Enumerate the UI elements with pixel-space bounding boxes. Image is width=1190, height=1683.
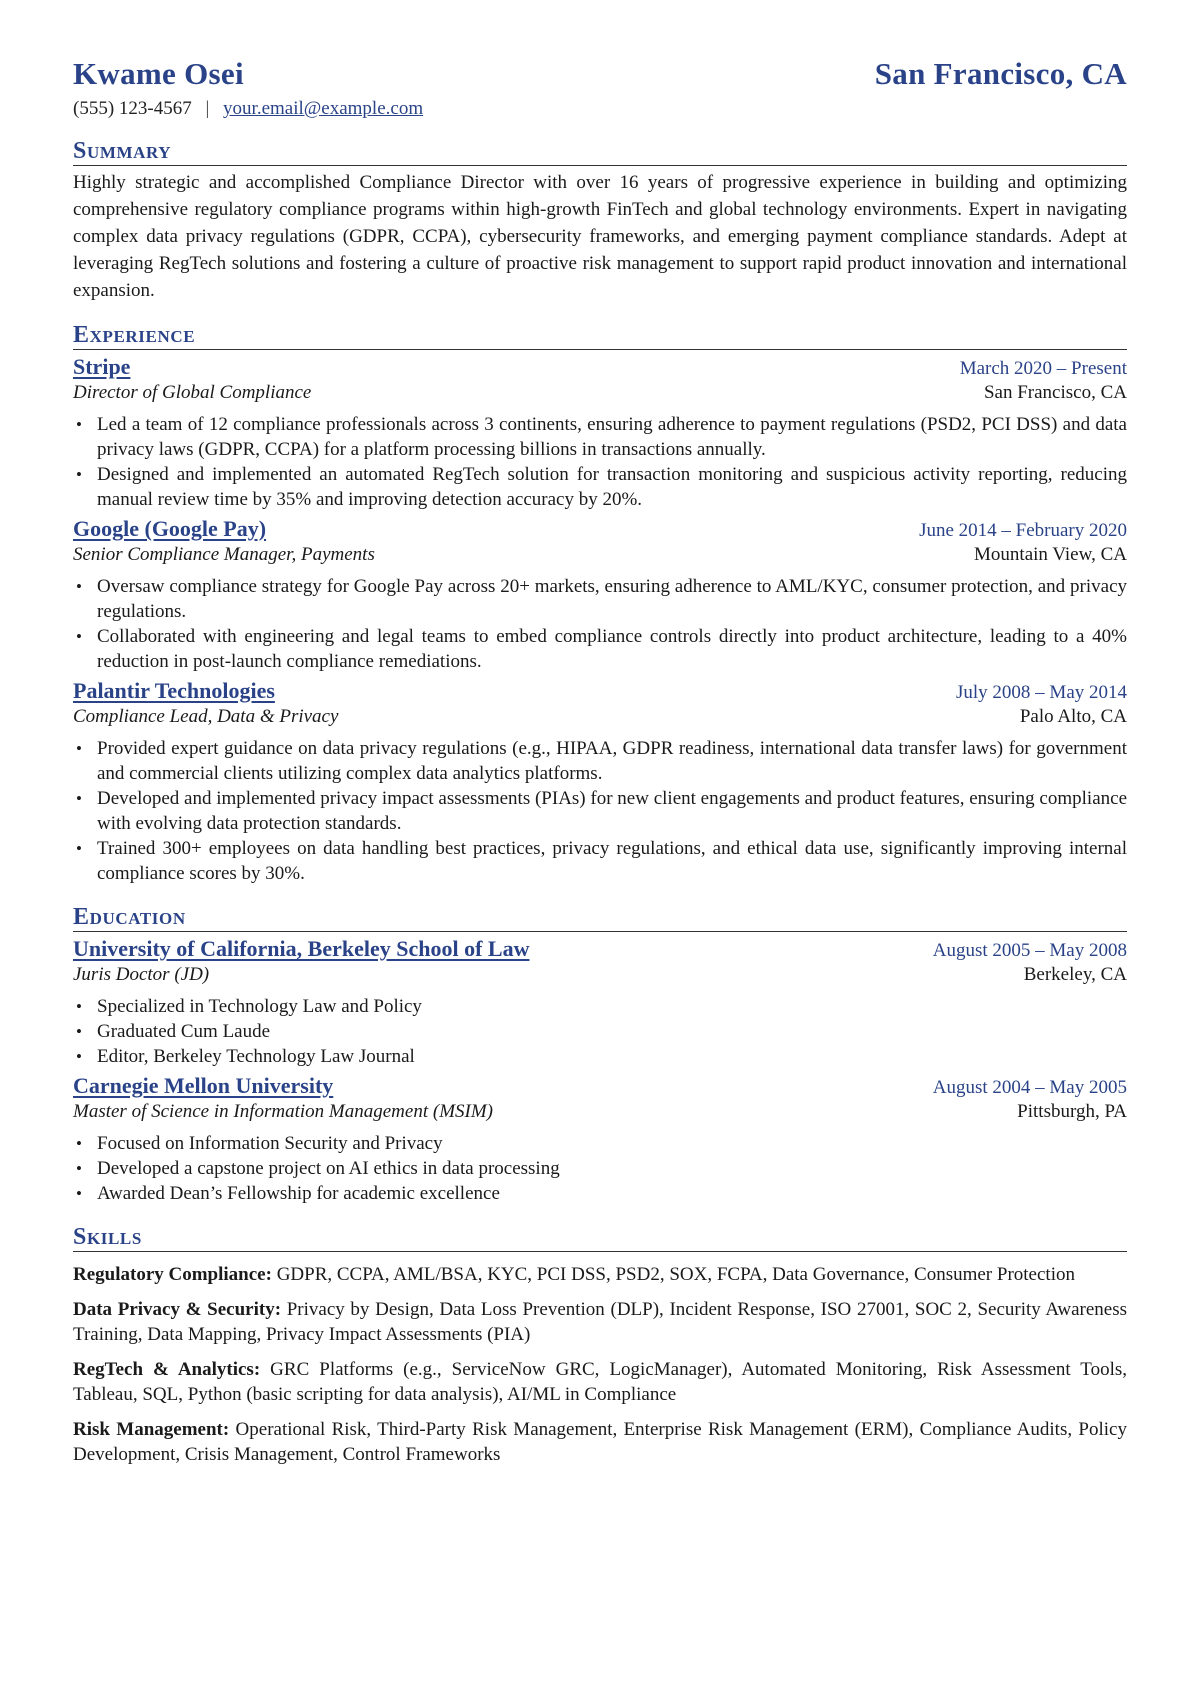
bullet-list <box>73 574 1127 674</box>
bullet-item: • Designed and implemented an automated RegTech solution for transaction monitoring and suspicious activity reporting, reducing manual review time by 35% and improving detection accuracy by 20%. <box>97 462 1127 512</box>
phone-number: (555) 123-4567 <box>73 98 192 119</box>
skill-label: Risk Management: <box>73 1419 236 1440</box>
job-title: Compliance Lead, Data & Privacy <box>73 706 339 727</box>
summary-section <box>73 138 1127 304</box>
bullet-item: • Focused on Information Security and Privacy <box>97 1131 1127 1156</box>
bullet-item: • Awarded Dean’s Fellowship for academic excellence <box>97 1181 1127 1206</box>
company-link-stripe[interactable]: Stripe <box>73 354 131 379</box>
section-title-experience: Experience <box>73 322 1127 350</box>
bullet-item: • Specialized in Technology Law and Policy <box>97 994 1127 1019</box>
skill-values: Privacy by Design, Data Loss Prevention (DLP), Incident Response, ISO 27001, SOC 2, Security Awareness Training, Data Mapping, Privacy Impact Assessments (PIA) <box>73 1299 1128 1345</box>
job-title: Director of Global Compliance <box>73 382 312 403</box>
education-entry-berkeley <box>73 936 1127 1069</box>
bullet-list <box>73 1131 1127 1206</box>
resume-header <box>73 56 1127 92</box>
skill-values: GRC Platforms (e.g., ServiceNow GRC, LogicManager), Automated Monitoring, Risk Assessment Tools, Tableau, SQL, Python (basic scripting for data analysis), AI/ML in Compliance <box>73 1359 1127 1405</box>
job-location: Mountain View, CA <box>974 544 1127 565</box>
degree-title: Juris Doctor (JD) <box>73 964 210 985</box>
resume-page <box>73 56 1127 1467</box>
job-title: Senior Compliance Manager, Payments <box>73 544 375 565</box>
skill-label: Regulatory Compliance: <box>73 1264 277 1285</box>
education-section <box>73 904 1127 1206</box>
section-title-education: Education <box>73 904 1127 932</box>
contact-separator: | <box>205 98 210 119</box>
bullet-item: • Collaborated with engineering and legal teams to embed compliance controls directly into product architecture, leading to a 40% reduction in post-launch compliance remediations. <box>97 624 1127 674</box>
school-location: Pittsburgh, PA <box>1017 1101 1127 1122</box>
job-location: San Francisco, CA <box>983 382 1127 403</box>
entry-dates: August 2004 – May 2005 <box>932 1077 1127 1098</box>
company-link-palantir[interactable]: Palantir Technologies <box>73 678 275 703</box>
bullet-item: • Oversaw compliance strategy for Google Pay across 20+ markets, ensuring adherence to AML/KYC, consumer protection, and privacy regulations. <box>97 574 1127 624</box>
entry-dates: August 2005 – May 2008 <box>932 940 1127 961</box>
entry-dates: July 2008 – May 2014 <box>956 682 1127 703</box>
experience-entry-google <box>73 516 1127 674</box>
bullet-item: • Developed and implemented privacy impact assessments (PIAs) for new client engagements and product features, ensuring compliance with evolving data protection standards. <box>97 786 1127 836</box>
job-location: Palo Alto, CA <box>1019 706 1127 727</box>
skill-values: Operational Risk, Third-Party Risk Management, Enterprise Risk Management (ERM), Compliance Audits, Policy Development, Crisis Management, Control Frameworks <box>73 1419 1127 1465</box>
skill-group <box>73 1417 1127 1467</box>
entry-dates: June 2014 – February 2020 <box>919 520 1127 541</box>
bullet-list <box>73 412 1127 512</box>
skill-group <box>73 1297 1127 1347</box>
section-title-skills: Skills <box>73 1224 1127 1252</box>
bullet-list <box>73 736 1127 886</box>
section-title-summary: Summary <box>73 138 1127 166</box>
bullet-item: • Led a team of 12 compliance professionals across 3 continents, ensuring adherence to payment regulations (PSD2, PCI DSS) and data privacy laws (GDPR, CCPA) for a platform processing billions in transactions annually. <box>97 412 1127 462</box>
skill-label: RegTech & Analytics: <box>73 1359 271 1380</box>
entry-dates: March 2020 – Present <box>959 358 1127 379</box>
school-link-cmu[interactable]: Carnegie Mellon University <box>73 1073 334 1098</box>
bullet-item: • Developed a capstone project on AI ethics in data processing <box>97 1156 1127 1181</box>
bullet-item: • Trained 300+ employees on data handling best practices, privacy regulations, and ethical data use, significantly improving internal compliance scores by 30%. <box>97 836 1127 886</box>
skill-group <box>73 1357 1127 1407</box>
degree-title: Master of Science in Information Management (MSIM) <box>73 1101 494 1122</box>
experience-section <box>73 322 1127 886</box>
company-link-google[interactable]: Google (Google Pay) <box>73 516 267 541</box>
bullet-item: • Provided expert guidance on data privacy regulations (e.g., HIPAA, GDPR readiness, international data transfer laws) for government and commercial clients utilizing complex data analytics platforms. <box>97 736 1127 786</box>
school-location: Berkeley, CA <box>1023 964 1127 985</box>
bullet-item: • Graduated Cum Laude <box>97 1019 1127 1044</box>
school-link-berkeley[interactable]: University of California, Berkeley School of Law <box>73 936 530 961</box>
contact-line <box>73 98 1127 120</box>
candidate-name: Kwame Osei <box>73 56 244 91</box>
email-link[interactable]: your.email@example.com <box>223 98 424 119</box>
skill-values: GDPR, CCPA, AML/BSA, KYC, PCI DSS, PSD2, SOX, FCPA, Data Governance, Consumer Protection <box>276 1264 1075 1285</box>
bullet-item: • Editor, Berkeley Technology Law Journal <box>97 1044 1127 1069</box>
summary-text: Highly strategic and accomplished Compliance Director with over 16 years of progressive experience in building and optimizing comprehensive regulatory compliance programs within high-growth FinTech and global technology environments. Expert in navigating complex data privacy regulations (GDPR, CCPA), cybersecurity frameworks, and emerging payment compliance standards. Adept at leveraging RegTech solutions and fostering a culture of proactive risk management to support rapid product innovation and international expansion. <box>73 172 1127 301</box>
bullet-list <box>73 994 1127 1069</box>
candidate-location: San Francisco, CA <box>874 56 1127 91</box>
skill-group <box>73 1262 1127 1287</box>
education-entry-cmu <box>73 1073 1127 1206</box>
experience-entry-stripe <box>73 354 1127 512</box>
skills-section <box>73 1224 1127 1467</box>
skill-label: Data Privacy & Security: <box>73 1299 287 1320</box>
experience-entry-palantir <box>73 678 1127 886</box>
